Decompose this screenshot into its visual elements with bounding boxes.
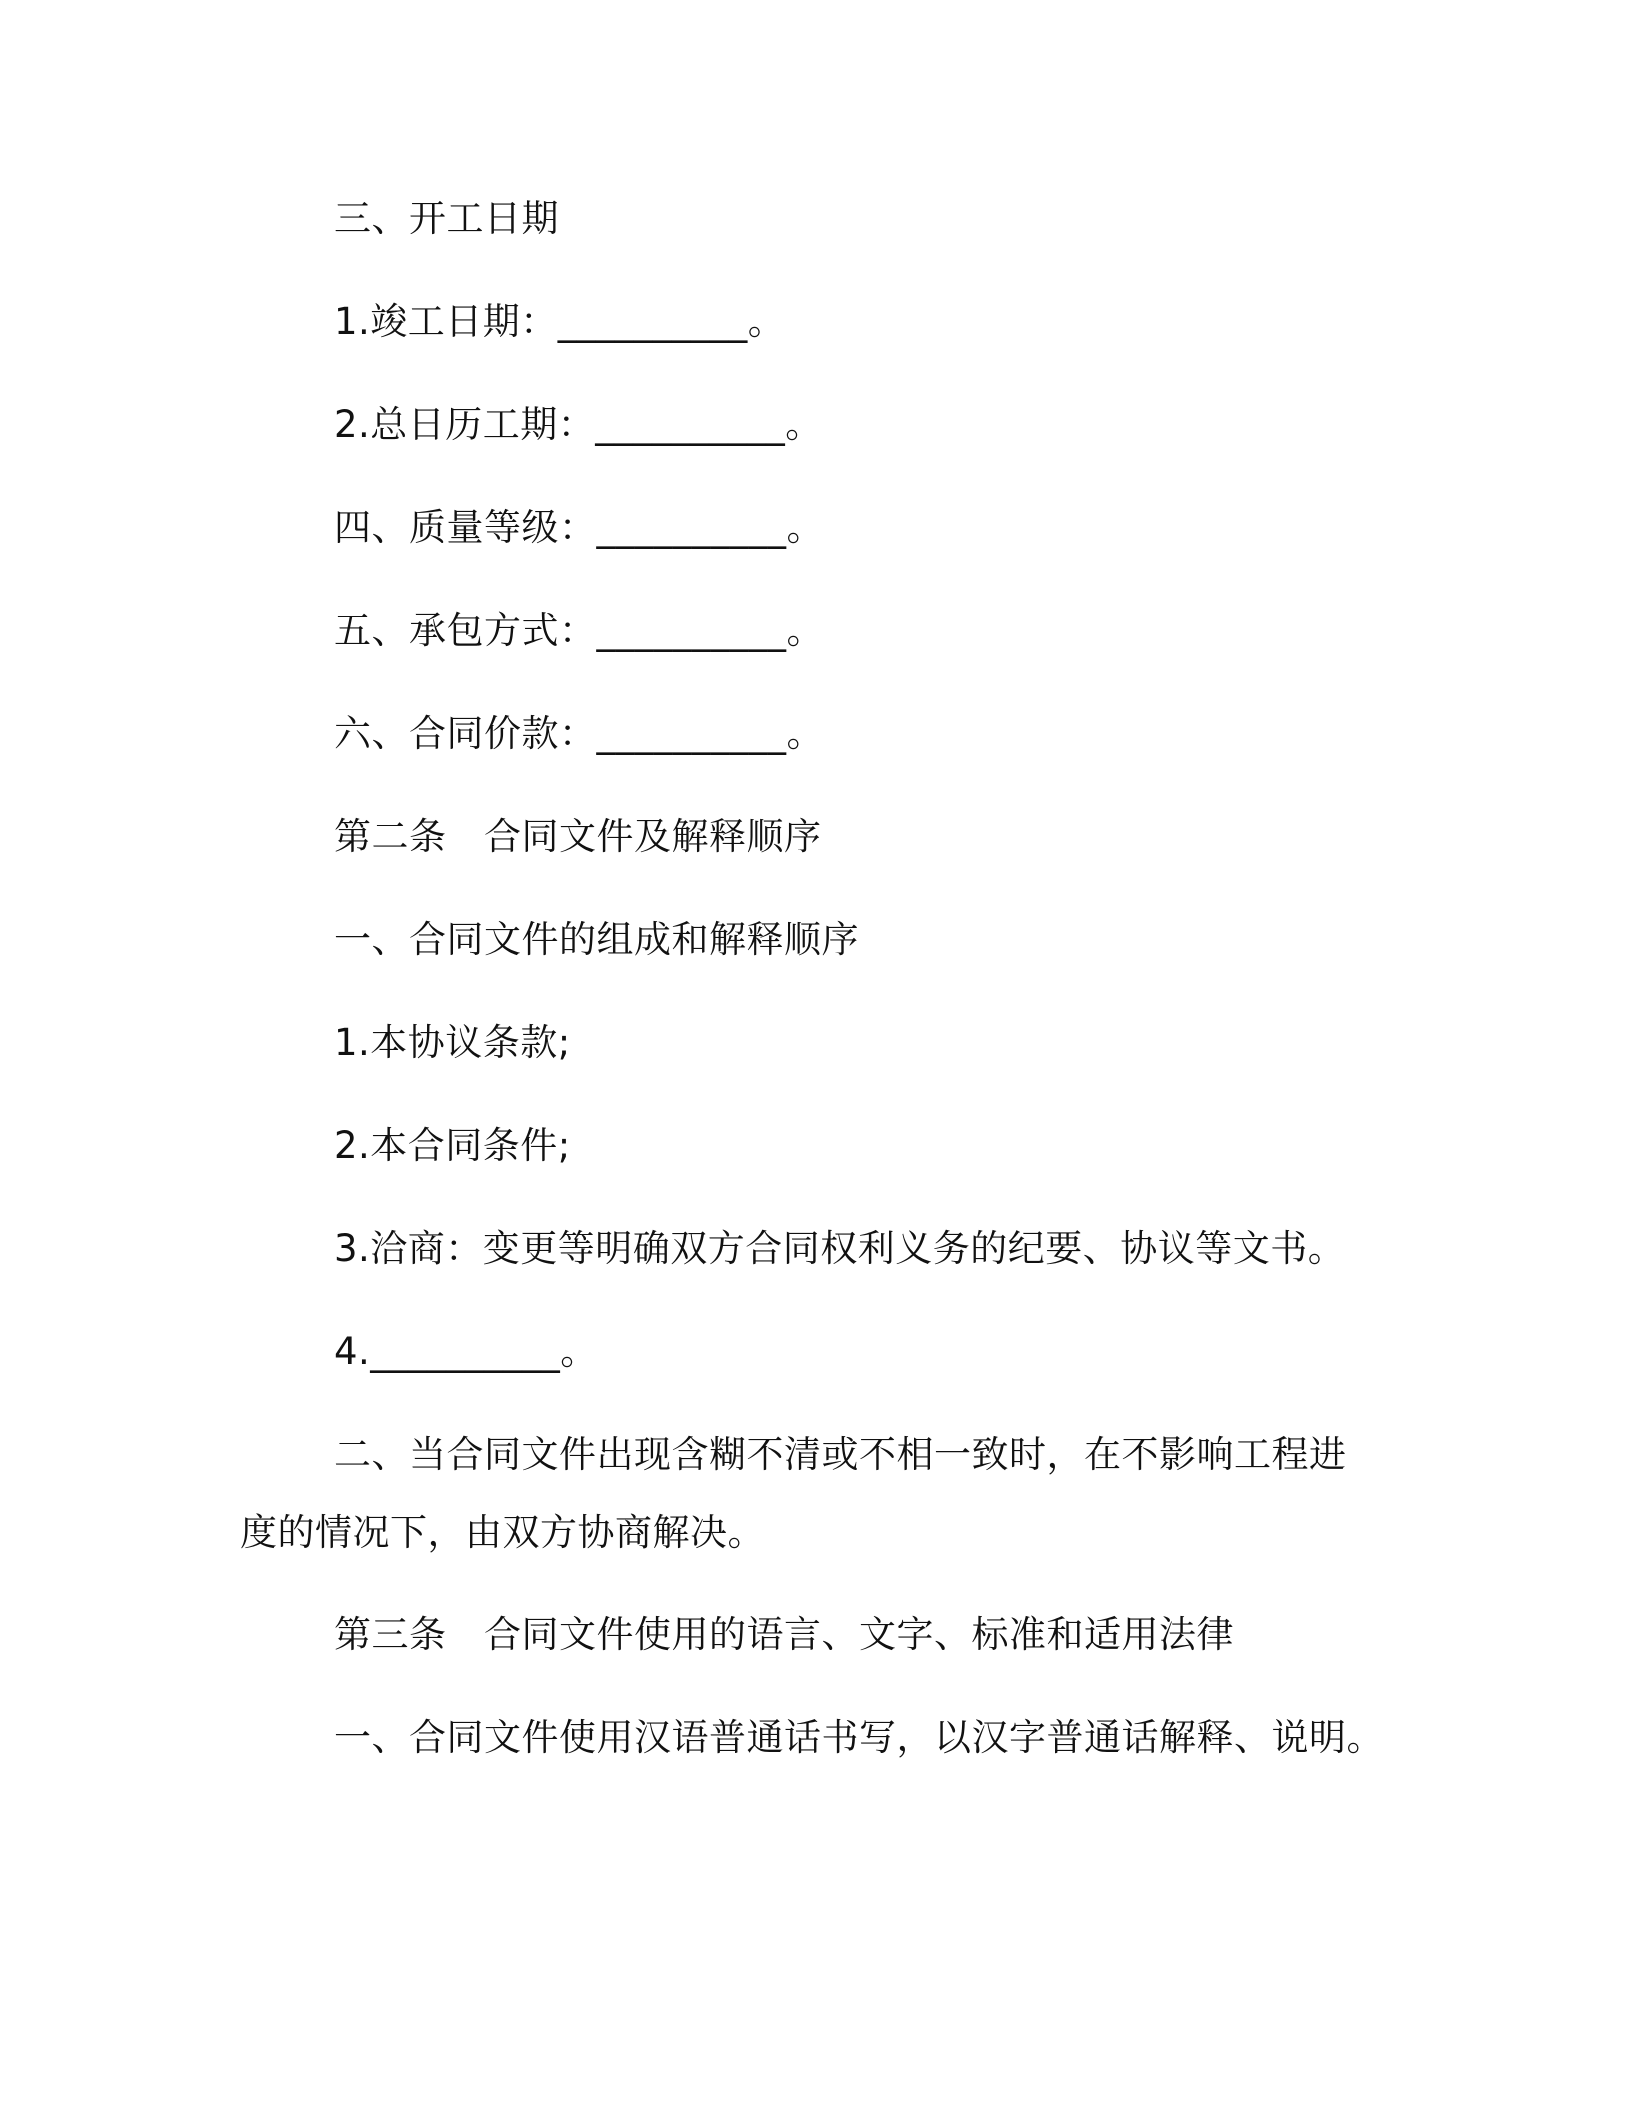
article-three-heading: 第三条 合同文件使用的语言、文字、标准和适用法律 bbox=[334, 1613, 1234, 1656]
completion-date-line: 1.竣工日期：__________。 bbox=[334, 300, 786, 343]
contract-conditions-line: 2.本合同条件; bbox=[334, 1124, 571, 1167]
language-paragraph: 一、合同文件使用汉语普通话书写，以汉字普通话解释、说明。 bbox=[334, 1716, 1384, 1759]
document-composition-heading: 一、合同文件的组成和解释顺序 bbox=[334, 918, 859, 961]
article-two-heading: 第二条 合同文件及解释顺序 bbox=[334, 815, 822, 858]
contract-method-line: 五、承包方式：__________。 bbox=[334, 609, 824, 652]
total-duration-line: 2.总日历工期：__________。 bbox=[334, 403, 823, 446]
item-four-line: 4.__________。 bbox=[334, 1330, 598, 1373]
ambiguity-paragraph: 二、当合同文件出现含糊不清或不相一致时，在不影响工程进度的情况下，由双方协商解决。 bbox=[240, 1433, 1347, 1554]
contract-price-line: 六、合同价款：__________。 bbox=[334, 712, 824, 755]
agreement-terms-line: 1.本协议条款; bbox=[334, 1021, 571, 1064]
negotiation-line: 3.洽商：变更等明确双方合同权利义务的纪要、协议等文书。 bbox=[334, 1227, 1346, 1270]
quality-grade-line: 四、质量等级：__________。 bbox=[334, 506, 824, 549]
section-start-date-heading: 三、开工日期 bbox=[334, 197, 559, 240]
